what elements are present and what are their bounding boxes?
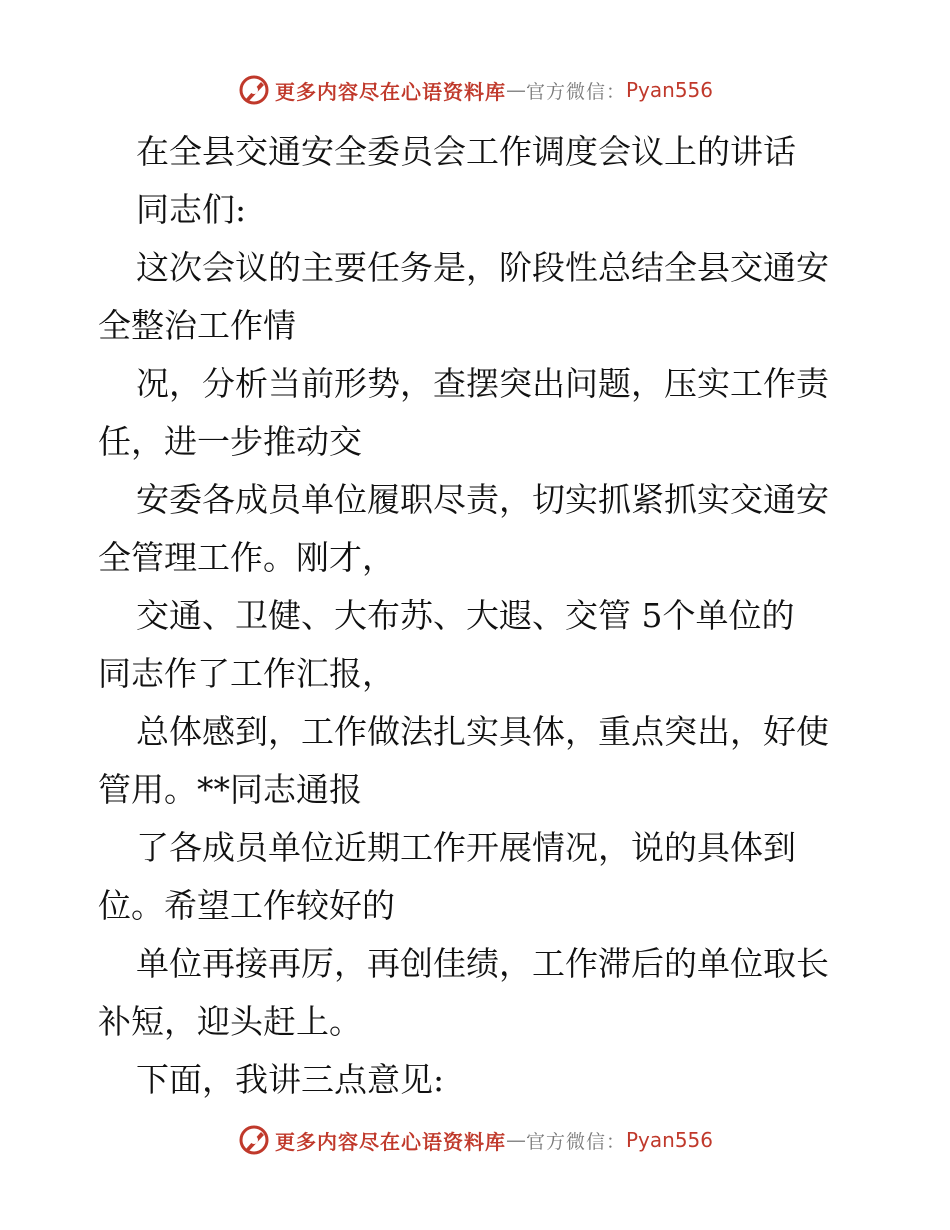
document-greeting: 同志们: <box>136 190 247 229</box>
paragraph-line: 况，分析当前形势，查摆突出问题，压实工作责 <box>136 364 829 403</box>
paragraph-line: 同志作了工作汇报， <box>98 654 395 693</box>
document-title: 在全县交通安全委员会工作调度会议上的讲话 <box>136 132 796 171</box>
paragraph-line: 单位再接再厉，再创佳绩，工作滞后的单位取长 <box>136 944 829 983</box>
paragraph-line: 了各成员单位近期工作开展情况，说的具体到 <box>136 828 796 867</box>
watermark-dash: — <box>505 1128 526 1152</box>
watermark-sub-text: 官方微信： <box>525 80 626 103</box>
watermark-sub-text: 官方微信： <box>525 1130 626 1153</box>
watermark-wechat-id: Pyan556 <box>626 78 714 102</box>
paragraph-line: 补短，迎头赶上。 <box>98 1002 362 1041</box>
paragraph-line: 安委各成员单位履职尽责，切实抓紧抓实交通安 <box>136 480 829 519</box>
footer-watermark <box>0 1120 950 1160</box>
paragraph-line: 下面，我讲三点意见: <box>136 1060 445 1099</box>
paragraph-line: 这次会议的主要任务是，阶段性总结全县交通安 <box>136 248 829 287</box>
paragraph-line: 任，进一步推动交 <box>98 422 362 461</box>
paragraph-line: 管用。**同志通报 <box>98 770 362 809</box>
paragraph-line: 全整治工作情 <box>98 306 296 345</box>
watermark-wechat-id: Pyan556 <box>626 1128 714 1152</box>
quill-pen-logo-icon <box>237 1123 271 1157</box>
quill-pen-logo-icon <box>237 73 271 107</box>
paragraph-line: 交通、卫健、大布苏、大遐、交管 5个单位的 <box>136 596 795 635</box>
watermark-dash: — <box>505 78 526 102</box>
watermark-main-text: 更多内容尽在心语资料库 <box>274 79 506 104</box>
watermark-main-text: 更多内容尽在心语资料库 <box>274 1129 506 1154</box>
paragraph-line: 总体感到，工作做法扎实具体，重点突出，好使 <box>136 712 829 751</box>
paragraph-line: 位。希望工作较好的 <box>98 886 395 925</box>
header-watermark <box>0 70 950 110</box>
document-body <box>98 123 868 1109</box>
paragraph-line: 全管理工作。刚才， <box>98 538 395 577</box>
